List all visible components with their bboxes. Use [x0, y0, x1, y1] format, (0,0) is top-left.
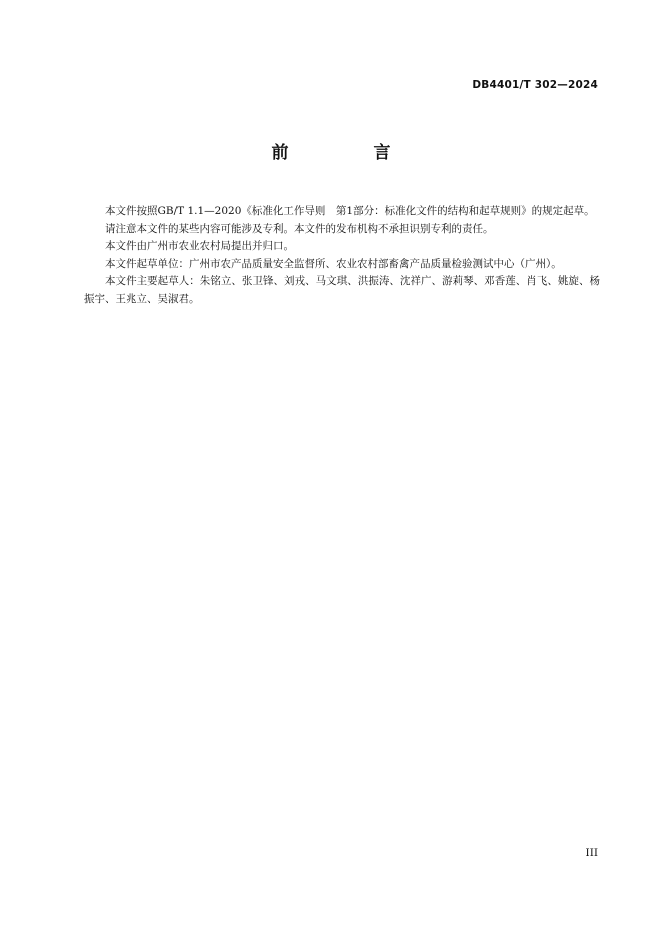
document-code: DB4401/T 302—2024	[472, 79, 598, 91]
paragraph-drafting-units: 本文件起草单位：广州市农产品质量安全监督所、农业农村部畜禽产品质量检验测试中心（广州）。	[105, 257, 562, 270]
paragraph-drafters: 本文件主要起草人：朱铭立、张卫锋、刘戎、马文琪、洪振涛、沈祥广、游莉琴、邓香莲、肖飞、姚旋、杨振宇、王兆立、吴淑君。	[84, 275, 600, 305]
paragraph-proposer: 本文件由广州市农业农村局提出并归口。	[105, 240, 294, 252]
paragraph-drafting-rules: 本文件按照GB/T 1.1—2020《标准化工作导则 第1部分：标准化文件的结构和起草规则》的规定起草。	[105, 205, 595, 217]
paragraph-patent-notice: 请注意本文件的某些内容可能涉及专利。本文件的发布机构不承担识别专利的责任。	[105, 222, 494, 235]
foreword-body	[84, 203, 600, 308]
page-number: III	[585, 847, 598, 859]
page-title: 前 言	[271, 143, 425, 163]
